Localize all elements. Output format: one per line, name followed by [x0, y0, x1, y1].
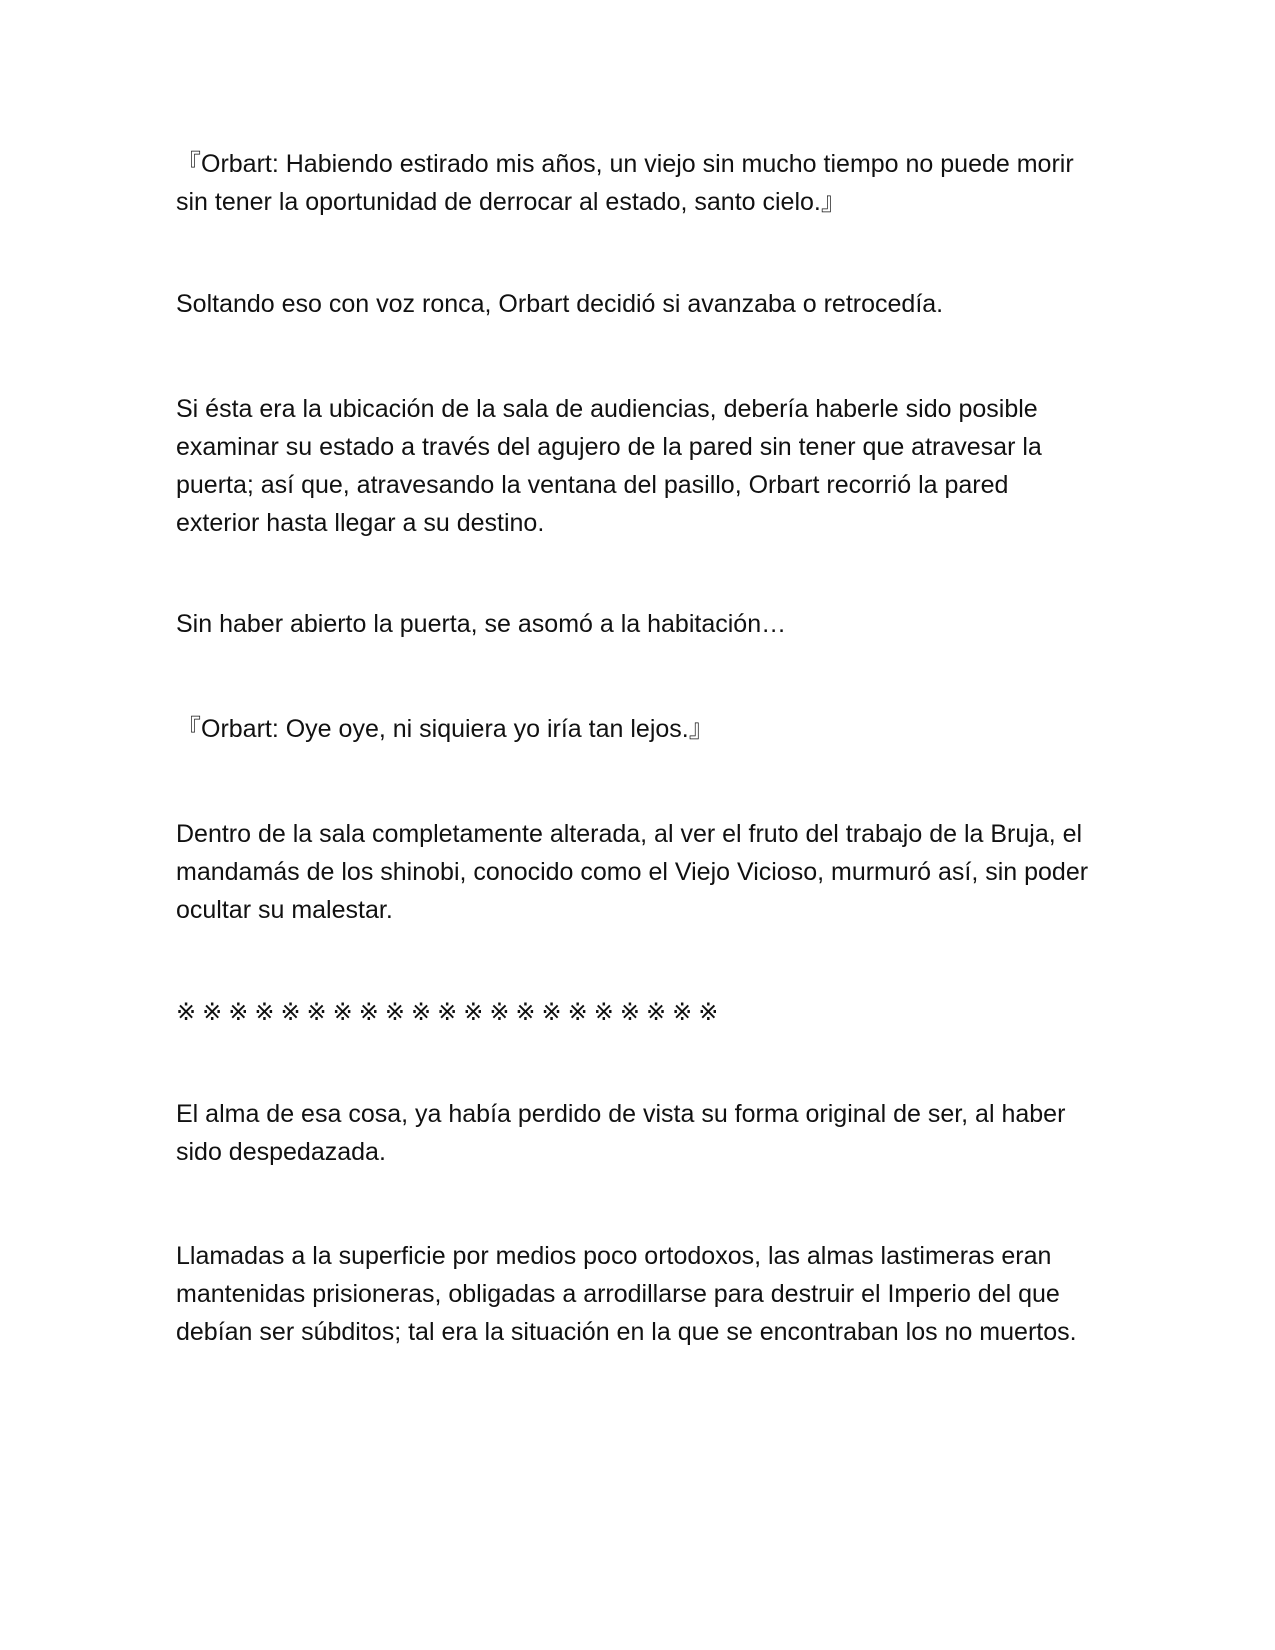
paragraph-9: Llamadas a la superficie por medios poco ortodoxos, las almas lastimeras eran mantenidas prisioneras, obligadas a arrodillarse para destruir el Imperio del que debían ser súbditos; tal era la situación en la que se encontraban los no muertos.	[176, 1242, 1077, 1346]
paragraph-4: Sin haber abierto la puerta, se asomó a la habitación…	[176, 610, 787, 638]
section-separator: ※※※※※※※※※※※※※※※※※※※※※	[176, 998, 725, 1026]
paragraph-dialogue-2: 『Orbart: Oye oye, ni siquiera yo iría tan lejos.』	[176, 715, 714, 743]
paragraph-8: El alma de esa cosa, ya había perdido de vista su forma original de ser, al haber sido despedazada.	[176, 1100, 1066, 1166]
paragraph-3: Si ésta era la ubicación de la sala de audiencias, debería haberle sido posible examinar su estado a través del agujero de la pared sin tener que atravesar la puerta; así que, atravesando la ventana del pasillo, Orbart recorrió la pared exterior hasta llegar a su destino.	[176, 395, 1042, 537]
paragraph-dialogue-1: 『Orbart: Habiendo estirado mis años, un viejo sin mucho tiempo no puede morir sin tener la oportunidad de derrocar al estado, santo cielo.』	[176, 150, 1074, 216]
paragraph-6: Dentro de la sala completamente alterada, al ver el fruto del trabajo de la Bruja, el mandamás de los shinobi, conocido como el Viejo Vicioso, murmuró así, sin poder ocultar su malestar.	[176, 820, 1089, 924]
paragraph-2: Soltando eso con voz ronca, Orbart decidió si avanzaba o retrocedía.	[176, 290, 944, 318]
